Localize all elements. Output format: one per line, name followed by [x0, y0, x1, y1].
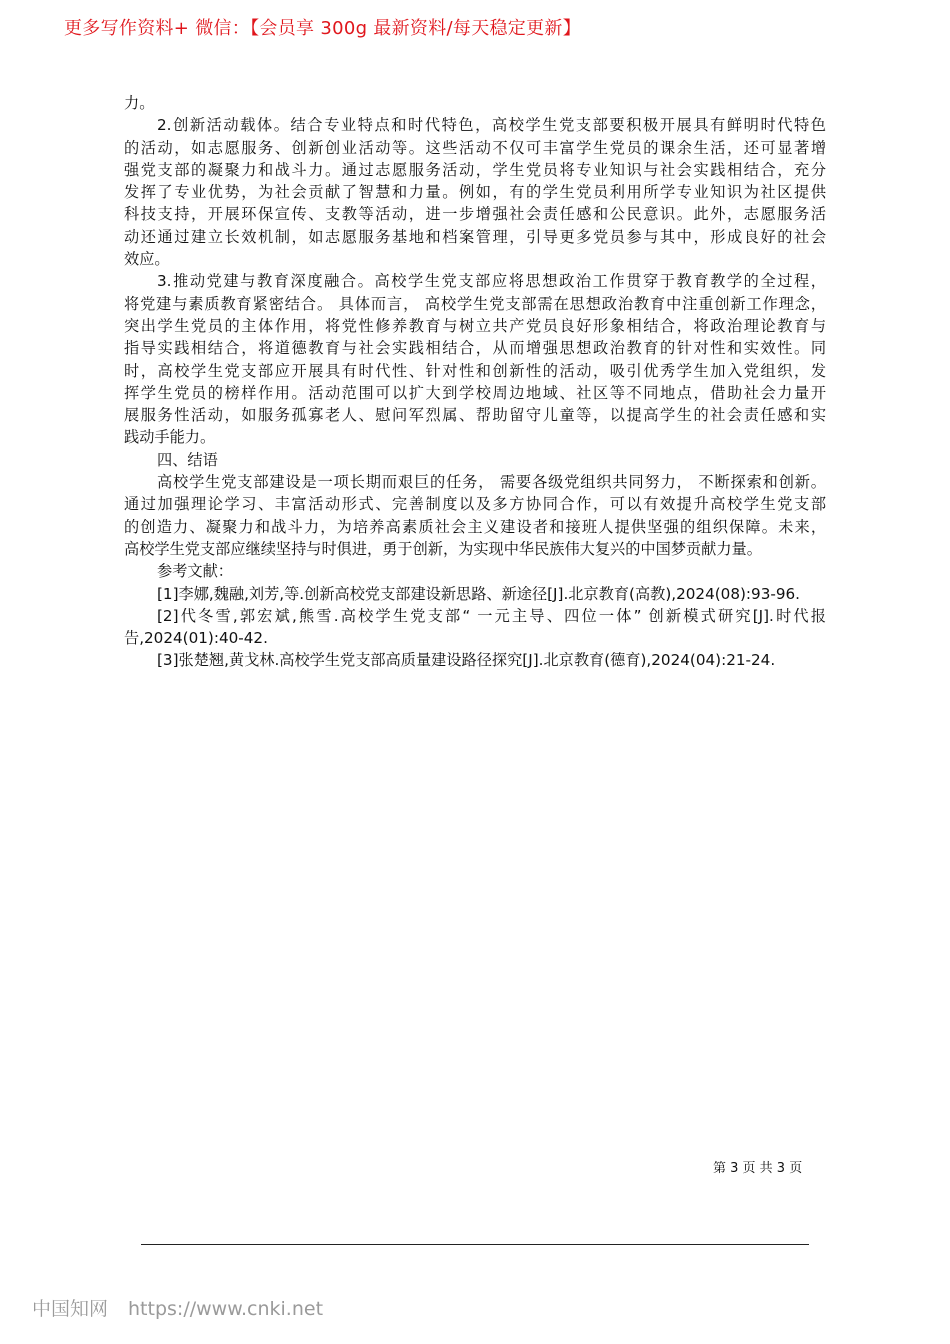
text-line: 高校学生党支部建设是一项长期而艰巨的任务， 需要各级党组织共同努力， 不断探索和创新。 — [157, 473, 826, 492]
text-line: 展服务性活动，如服务孤寡老人、慰问军烈属、帮助留守儿童等，以提高学生的社会责任感和实 — [124, 406, 826, 425]
paragraph — [124, 560, 826, 582]
reference-item — [124, 605, 826, 650]
footer-divider — [141, 1244, 809, 1245]
reference-item — [124, 649, 826, 671]
paragraph — [124, 270, 826, 448]
text-line: 践动手能力。 — [124, 428, 216, 447]
document-body — [124, 92, 826, 672]
text-line: [2]代冬雪,郭宏斌,熊雪.高校学生党支部“ 一元主导、四位一体” 创新模式研究[J].时代报 — [157, 606, 826, 625]
reference-item — [124, 583, 826, 605]
text-line: 突出学生党员的主体作用，将党性修养教育与树立共产党员良好形象相结合，将政治理论教育与 — [124, 316, 826, 335]
watermark-site: 中国知网 — [32, 1298, 109, 1320]
text-line: 2.创新活动载体。结合专业特点和时代特色，高校学生党支部要积极开展具有鲜明时代特色 — [157, 116, 826, 135]
paragraph — [124, 114, 826, 270]
text-line: 发挥了专业优势，为社会贡献了智慧和力量。例如，有的学生党员利用所学专业知识为社区提供 — [124, 183, 826, 202]
text-line: 指导实践相结合，将道德教育与社会实践相结合，从而增强思想政治教育的针对性和实效性。同 — [124, 339, 826, 358]
text-line: 参考文献： — [157, 562, 233, 581]
watermark-url: https://www.cnki.net — [128, 1298, 324, 1320]
text-line: [3]张楚翘,黄戈林.高校学生党支部高质量建设路径探究[J].北京教育(德育),2024(04):21-24. — [157, 651, 776, 670]
text-line: 的创造力、凝聚力和战斗力，为培养高素质社会主义建设者和接班人提供坚强的组织保障。未来， — [124, 517, 826, 536]
paragraph — [124, 449, 826, 471]
text-line: 动还通过建立长效机制，如志愿服务基地和档案管理，引导更多党员参与其中，形成良好的社会 — [124, 227, 826, 246]
watermark — [32, 1294, 343, 1321]
text-line: 效应。 — [124, 250, 170, 269]
text-line: 的活动，如志愿服务、创新创业活动等。这些活动不仅可丰富学生党员的课余生活，还可显著增 — [124, 138, 826, 157]
text-line: 高校学生党支部应继续坚持与时俱进，勇于创新，为实现中华民族伟大复兴的中国梦贡献力量。 — [124, 539, 762, 558]
text-line: 四、结语 — [157, 450, 218, 469]
paragraph — [124, 92, 826, 114]
paragraph — [124, 471, 826, 560]
text-line: 强党支部的凝聚力和战斗力。通过志愿服务活动，学生党员将专业知识与社会实践相结合，充分 — [124, 160, 826, 179]
text-line: 将党建与素质教育紧密结合。 具体而言， 高校学生党支部需在思想政治教育中注重创新工作理念， — [124, 294, 826, 313]
text-line: 力。 — [124, 94, 155, 112]
text-line: 时，高校学生党支部应开展具有时代性、针对性和创新性的活动，吸引优秀学生加入党组织，发 — [124, 361, 826, 380]
text-line: 通过加强理论学习、丰富活动形式、完善制度以及多方协同合作，可以有效提升高校学生党支部 — [124, 495, 826, 514]
text-line: 挥学生党员的榜样作用。活动范围可以扩大到学校周边地域、社区等不同地点，借助社会力量开 — [124, 383, 826, 402]
text-line: [1]李娜,魏融,刘芳,等.创新高校党支部建设新思路、新途径[J].北京教育(高教),2024(08):93-96. — [157, 584, 800, 603]
promo-banner: 更多写作资料+ 微信：【会员享 300g 最新资料/每天稳定更新】 — [64, 18, 581, 39]
text-line: 科技支持，开展环保宣传、支教等活动，进一步增强社会责任感和公民意识。此外，志愿服务活 — [124, 205, 826, 224]
page-number: 第 3 页 共 3 页 — [713, 1161, 803, 1176]
text-line: 3.推动党建与教育深度融合。高校学生党支部应将思想政治工作贯穿于教育教学的全过程， — [157, 272, 826, 291]
text-line: 告,2024(01):40-42. — [124, 629, 268, 648]
